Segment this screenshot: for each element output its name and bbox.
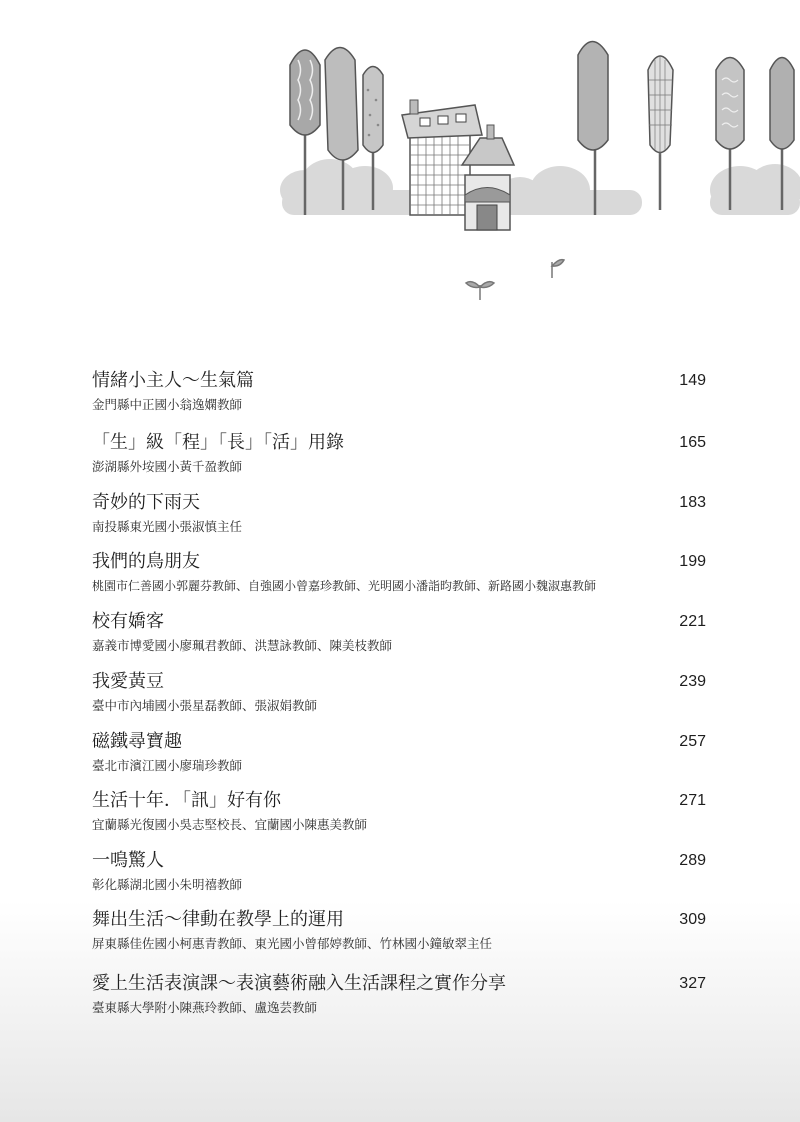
toc-entry[interactable] xyxy=(92,369,706,429)
toc-entry[interactable] xyxy=(92,972,706,1032)
page-number: 183 xyxy=(679,494,706,511)
entry-authors: 臺北市濱江國小廖瑞珍教師 xyxy=(92,758,243,773)
entry-title: 生活十年．「訊」好有你 xyxy=(92,790,281,811)
toc-entry[interactable] xyxy=(92,908,706,968)
toc-entry[interactable] xyxy=(92,431,706,491)
entry-title: 磁鐵尋寶趣 xyxy=(92,731,182,752)
toc-entry[interactable] xyxy=(92,849,706,909)
entry-title: 一鳴驚人 xyxy=(92,850,164,871)
entry-title: 情緒小主人～生氣篇 xyxy=(92,370,254,391)
entry-title: 舞出生活～律動在教學上的運用 xyxy=(92,909,344,930)
entry-authors: 南投縣東光國小張淑慎主任 xyxy=(92,519,243,534)
page-number: 327 xyxy=(679,975,706,992)
page-number: 149 xyxy=(679,372,706,389)
entry-authors: 臺東縣大學附小陳燕玲教師、盧逸芸教師 xyxy=(92,1000,318,1015)
entry-authors: 屏東縣佳佐國小柯惠青教師、東光國小曾郁婷教師、竹林國小鐘敏翠主任 xyxy=(92,936,493,951)
toc-entry[interactable] xyxy=(92,550,706,610)
page-number: 221 xyxy=(679,613,706,630)
toc-entry[interactable] xyxy=(92,789,706,849)
page-number: 289 xyxy=(679,852,706,869)
entry-authors: 桃園市仁善國小郭麗芬教師、自強國小曾嘉珍教師、光明國小潘詣昀教師、新路國小魏淑惠教師 xyxy=(92,579,597,593)
page-number: 239 xyxy=(679,673,706,690)
toc-entry[interactable] xyxy=(92,491,706,551)
entry-title: 奇妙的下雨天 xyxy=(92,492,200,513)
page-number: 165 xyxy=(679,434,706,451)
entry-authors: 金門縣中正國小翁逸嫻教師 xyxy=(92,397,243,412)
entry-authors: 嘉義市博愛國小廖珮君教師、洪慧詠教師、陳美枝教師 xyxy=(92,638,393,653)
entry-authors: 臺中市內埔國小張星磊教師、張淑娟教師 xyxy=(92,698,318,713)
entry-title: 我們的鳥朋友 xyxy=(92,551,200,572)
page-number: 271 xyxy=(679,792,706,809)
toc-entry[interactable] xyxy=(92,670,706,730)
entry-title: 「生」級「程」「長」「活」用錄 xyxy=(92,432,344,453)
entry-title: 我愛黃豆 xyxy=(92,671,164,692)
page-number: 309 xyxy=(679,911,706,928)
entry-authors: 澎湖縣外垵國小黃千盈教師 xyxy=(92,459,243,474)
entry-authors: 宜蘭縣光復國小吳志堅校長、宜蘭國小陳惠美教師 xyxy=(92,817,368,832)
entry-title: 校有嬌客 xyxy=(92,611,164,632)
toc-entry[interactable] xyxy=(92,730,706,790)
entry-authors: 彰化縣湖北國小朱明禧教師 xyxy=(92,877,243,892)
entry-title: 愛上生活表演課～表演藝術融入生活課程之實作分享 xyxy=(92,973,506,994)
page-number: 199 xyxy=(679,553,706,570)
page-number: 257 xyxy=(679,733,706,750)
toc-entry[interactable] xyxy=(92,610,706,670)
